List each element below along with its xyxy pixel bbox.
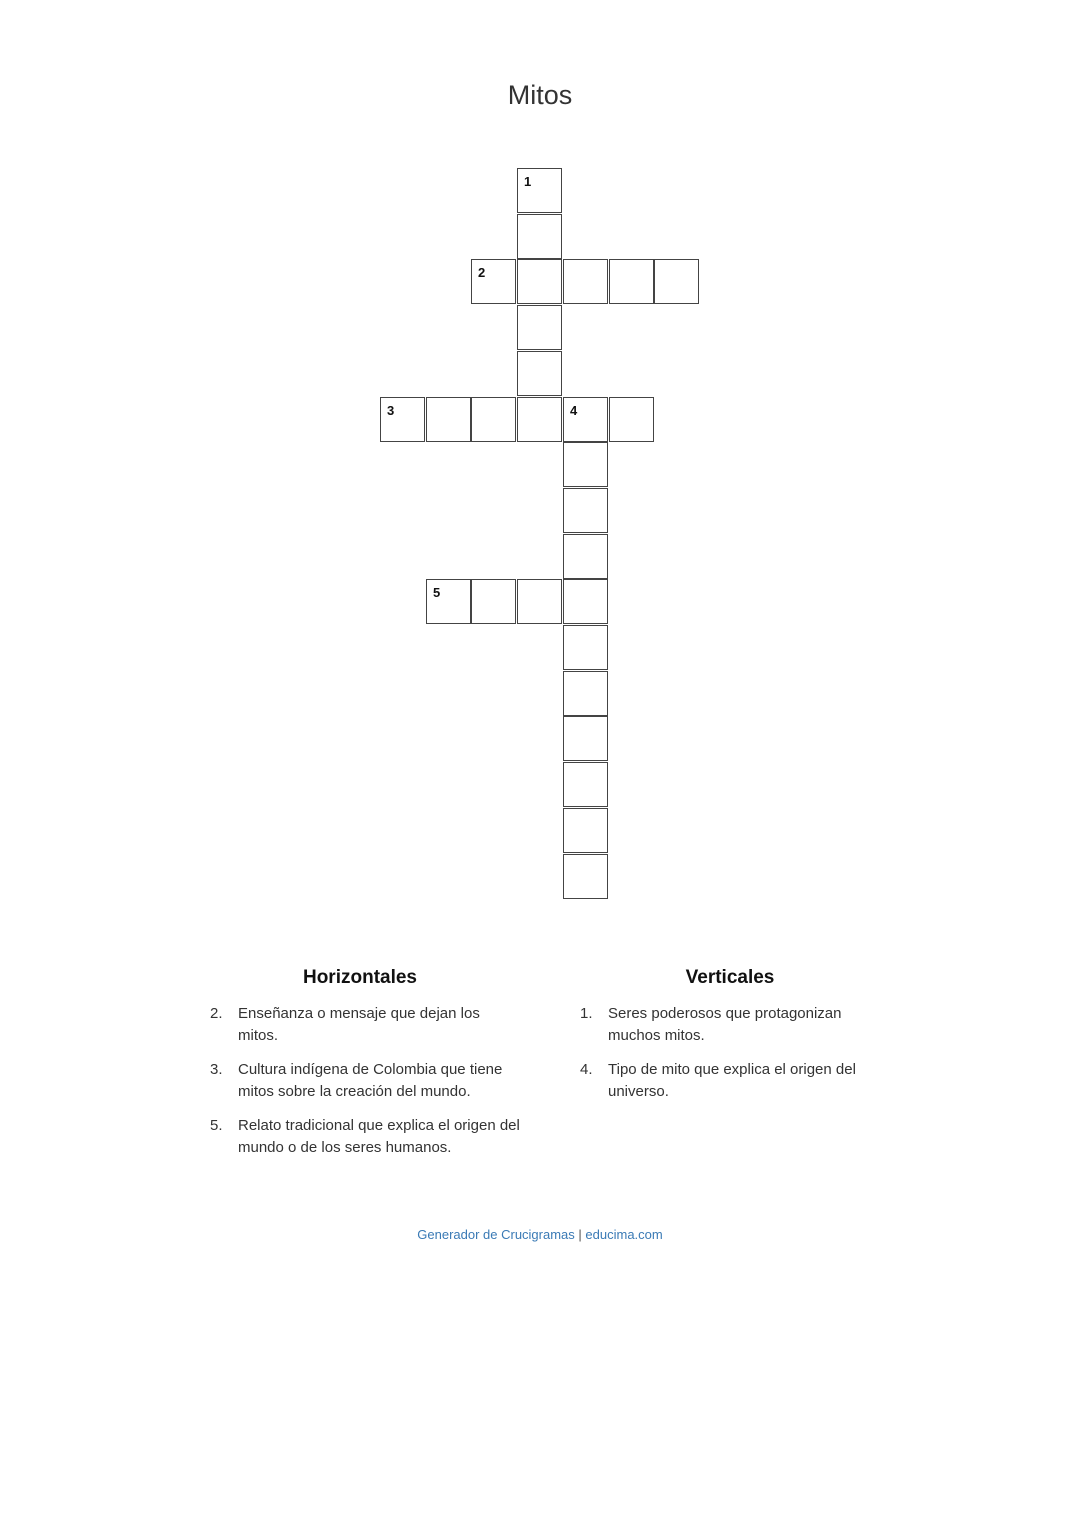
clues-horizontal-heading: Horizontales xyxy=(302,967,418,988)
crossword-cell[interactable] xyxy=(563,397,608,442)
clue-number: 1. xyxy=(580,1005,593,1022)
generator-link[interactable]: Generador de Crucigramas xyxy=(417,1227,575,1242)
crossword-cell[interactable] xyxy=(563,716,608,761)
crossword-cell[interactable] xyxy=(517,214,562,259)
crossword-cell[interactable] xyxy=(426,397,471,442)
clue-text: Relato tradicional que explica el origen del mundo o de los seres humanos. xyxy=(238,1117,520,1156)
crossword-cell[interactable] xyxy=(563,625,608,670)
crossword-cell[interactable] xyxy=(609,259,654,304)
clue-text: Seres poderosos que protagonizan muchos mitos. xyxy=(608,1005,842,1044)
clue-item xyxy=(570,1059,890,1103)
crossword-cell[interactable] xyxy=(380,397,425,442)
clue-text: Tipo de mito que explica el origen del universo. xyxy=(608,1061,856,1100)
clues-vertical-list xyxy=(570,1003,890,1103)
cell-number: 4 xyxy=(570,403,578,418)
cell-number: 5 xyxy=(433,585,441,600)
cell-number: 3 xyxy=(387,403,395,418)
crossword-cell[interactable] xyxy=(517,397,562,442)
crossword-cell[interactable] xyxy=(563,442,608,487)
clue-number: 4. xyxy=(580,1061,593,1078)
clues-vertical xyxy=(570,967,890,1115)
crossword-cell[interactable] xyxy=(563,488,608,533)
clue-number: 3. xyxy=(210,1061,223,1078)
crossword-grid xyxy=(380,168,700,903)
clue-item xyxy=(200,1003,520,1047)
crossword-cell[interactable] xyxy=(426,579,471,624)
clue-number: 2. xyxy=(210,1005,223,1022)
crossword-cell[interactable] xyxy=(609,397,654,442)
footer xyxy=(0,1227,1080,1242)
clue-number: 5. xyxy=(210,1117,223,1134)
crossword-cell[interactable] xyxy=(517,579,562,624)
crossword-cell[interactable] xyxy=(563,534,608,579)
page-title: Mitos xyxy=(507,80,573,110)
crossword-cell[interactable] xyxy=(563,259,608,304)
clue-item xyxy=(200,1115,520,1159)
footer-separator: | xyxy=(574,1227,586,1242)
clues-vertical-heading: Verticales xyxy=(685,967,775,988)
crossword-cell[interactable] xyxy=(471,397,516,442)
crossword-cell[interactable] xyxy=(654,259,699,304)
clues-horizontal xyxy=(200,967,520,1171)
crossword-cell[interactable] xyxy=(563,808,608,853)
crossword-cell[interactable] xyxy=(471,579,516,624)
clues-horizontal-list xyxy=(200,1003,520,1159)
clue-text: Cultura indígena de Colombia que tiene mitos sobre la creación del mundo. xyxy=(238,1061,503,1100)
clue-item xyxy=(200,1059,520,1103)
crossword-cell[interactable] xyxy=(563,762,608,807)
crossword-cell[interactable] xyxy=(471,259,516,304)
clue-item xyxy=(570,1003,890,1047)
crossword-cell[interactable] xyxy=(517,351,562,396)
cell-number: 1 xyxy=(524,174,532,189)
cell-number: 2 xyxy=(478,265,486,280)
clue-text: Enseñanza o mensaje que dejan los mitos. xyxy=(238,1005,480,1044)
crossword-cell[interactable] xyxy=(563,579,608,624)
crossword-cell[interactable] xyxy=(517,168,562,213)
educima-link[interactable]: educima.com xyxy=(585,1227,663,1242)
crossword-cell[interactable] xyxy=(563,671,608,716)
crossword-cell[interactable] xyxy=(517,305,562,350)
crossword-cell[interactable] xyxy=(563,854,608,899)
crossword-cell[interactable] xyxy=(517,259,562,304)
